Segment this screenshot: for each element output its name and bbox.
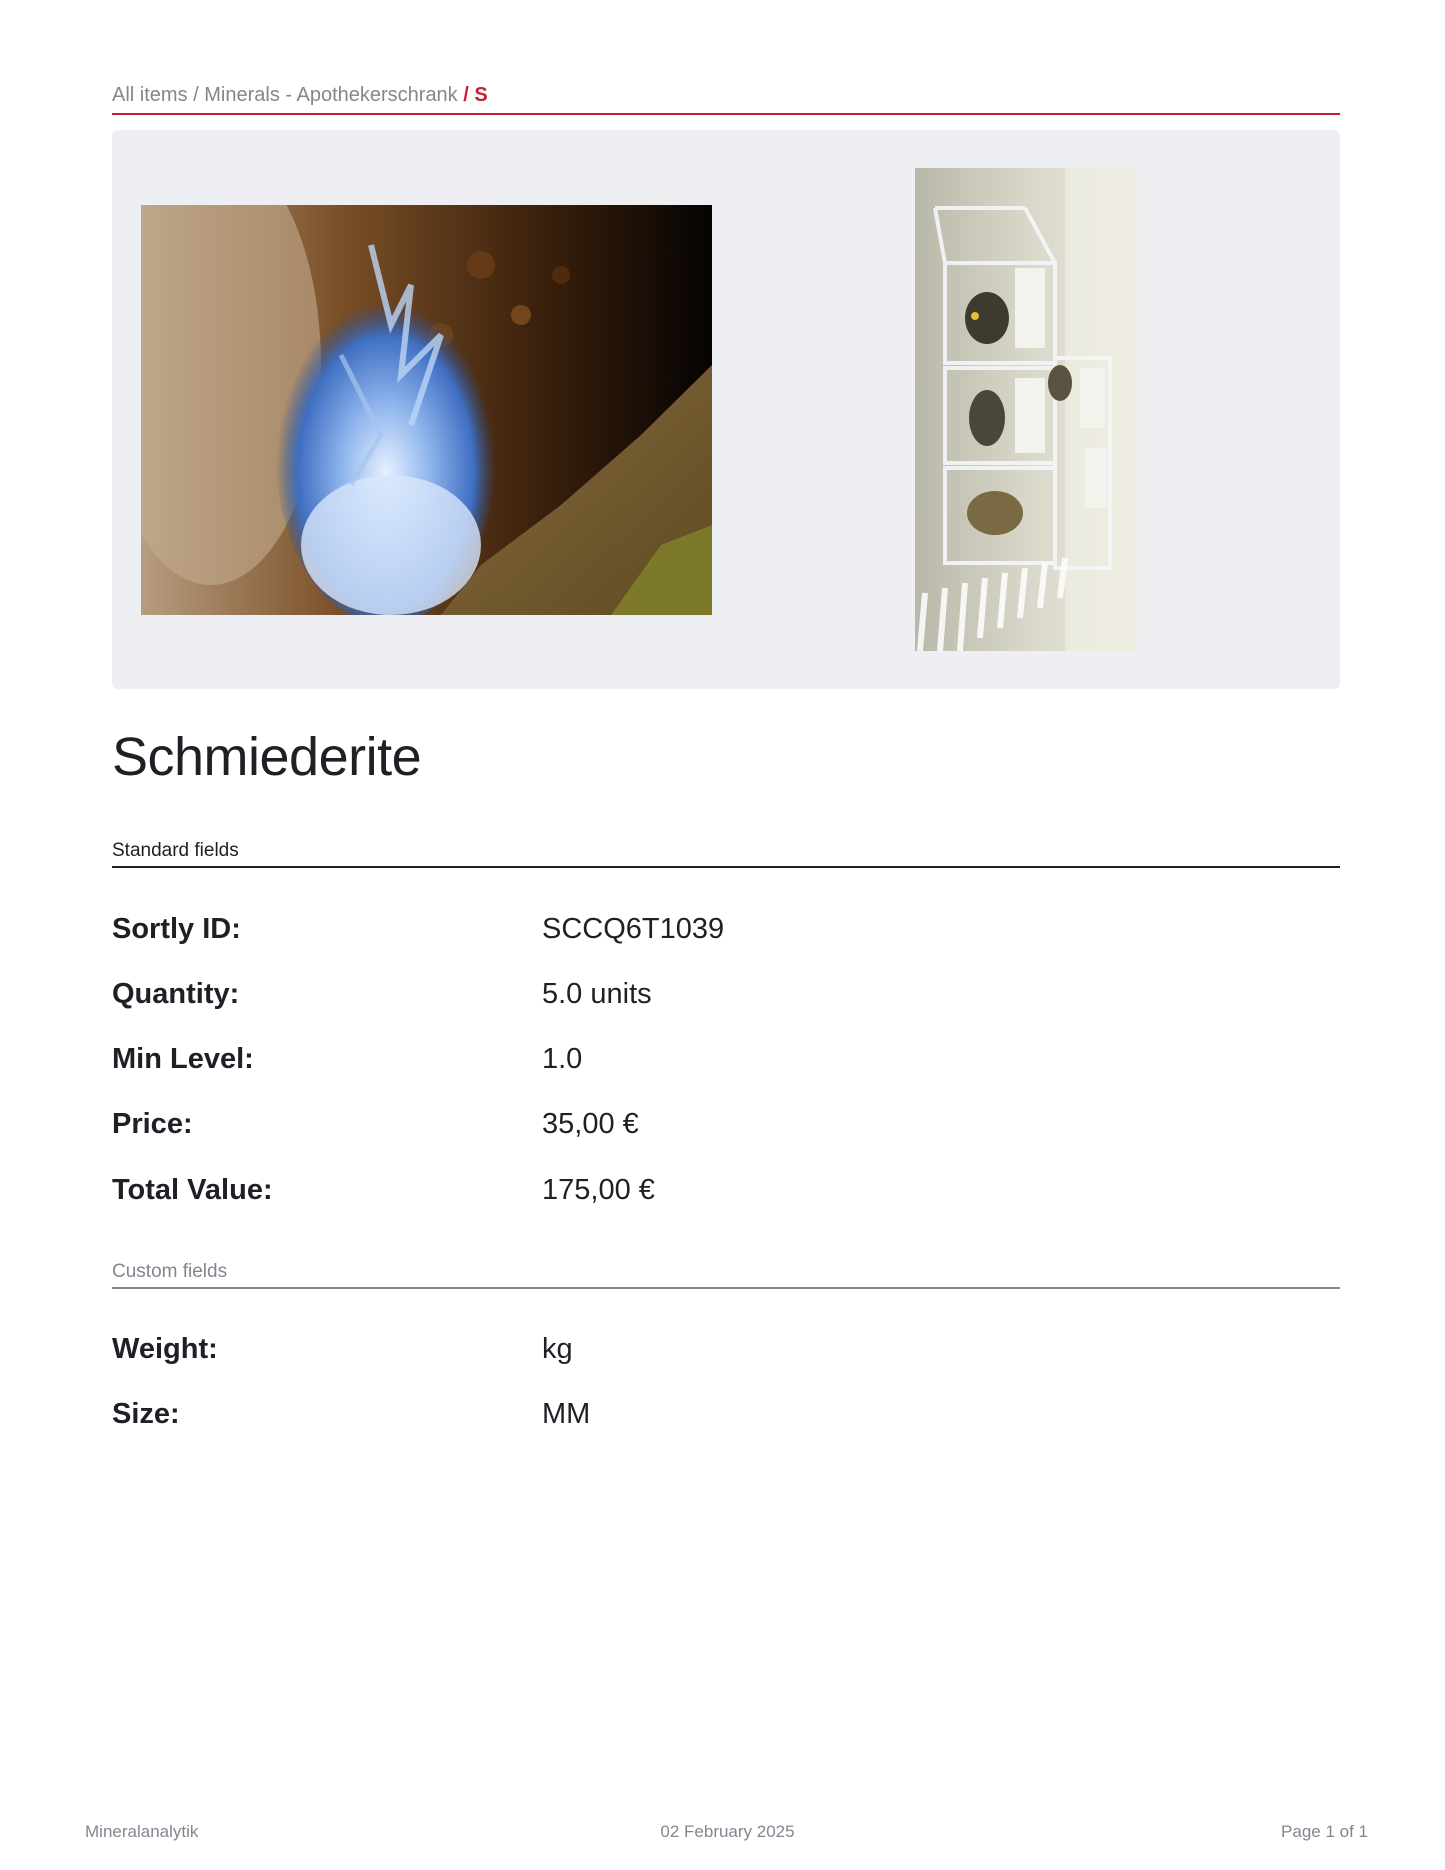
item-title: Schmiederite (112, 727, 422, 787)
field-label: Quantity: (112, 978, 240, 1010)
field-label: Weight: (112, 1333, 218, 1365)
field-row-quantity (112, 978, 1340, 1018)
footer-company: Mineralanalytik (85, 1822, 199, 1841)
blue-crystal-photo[interactable] (141, 205, 712, 615)
field-label: Min Level: (112, 1043, 254, 1075)
standard-fields-header: Standard fields (112, 840, 1340, 868)
breadcrumb (112, 84, 1340, 115)
footer-page-number: Page 1 of 1 (1281, 1822, 1368, 1841)
field-row-size (112, 1398, 1340, 1438)
breadcrumb-path[interactable]: All items / Minerals - Apothekerschrank (112, 84, 458, 106)
breadcrumb-current: S (474, 84, 488, 106)
field-value: 35,00 € (542, 1108, 639, 1140)
field-row-price (112, 1108, 1340, 1148)
photo-gallery (112, 130, 1340, 689)
field-value: 1.0 (542, 1043, 583, 1075)
custom-fields-header: Custom fields (112, 1261, 1340, 1289)
field-value: 5.0 units (542, 978, 652, 1010)
field-value: 175,00 € (542, 1174, 655, 1206)
field-row-min-level (112, 1043, 1340, 1083)
breadcrumb-separator: / (457, 84, 475, 106)
footer-date: 02 February 2025 (660, 1822, 795, 1841)
field-value: kg (542, 1333, 573, 1365)
field-label: Total Value: (112, 1174, 273, 1206)
display-case-photo[interactable] (915, 168, 1138, 651)
field-row-total-value (112, 1174, 1340, 1214)
field-label: Price: (112, 1108, 193, 1140)
field-label: Sortly ID: (112, 913, 241, 945)
field-value: MM (542, 1398, 591, 1430)
field-value: SCCQ6T1039 (542, 913, 725, 945)
field-label: Size: (112, 1398, 180, 1430)
field-row-weight (112, 1333, 1340, 1373)
field-row-sortly-id (112, 913, 1340, 953)
